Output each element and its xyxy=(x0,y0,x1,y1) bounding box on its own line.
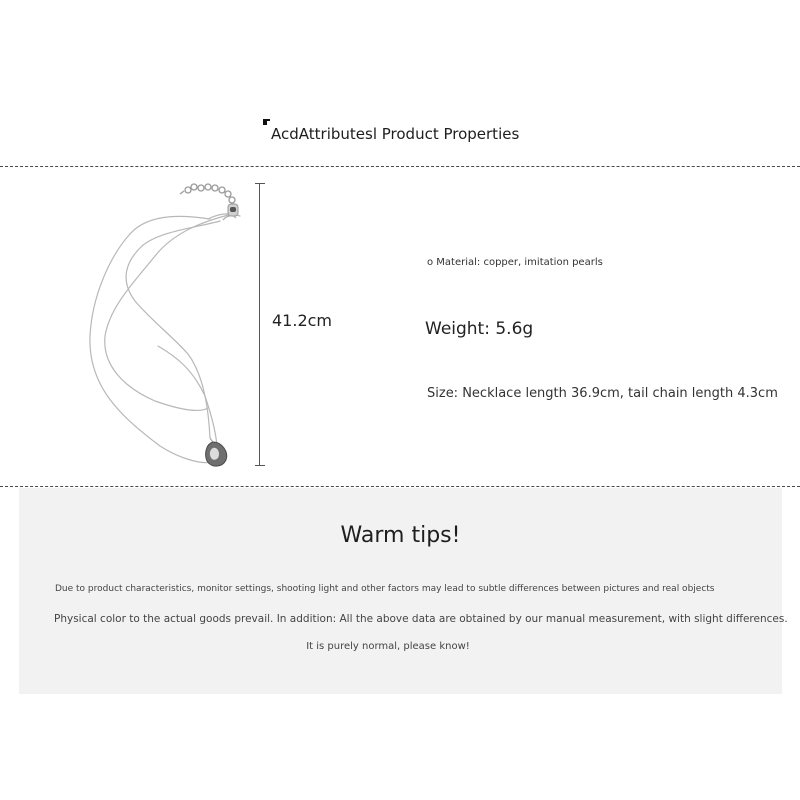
warm-tips-panel xyxy=(19,488,788,694)
tips-title: Warm tips! xyxy=(340,523,461,548)
necklace-image xyxy=(80,176,250,476)
spec-material: o Material: copper, imitation pearls xyxy=(427,257,603,268)
spec-size: Size: Necklace length 36.9cm, tail chain length 4.3cm xyxy=(427,386,778,401)
page-title: AcdAttributesl Product Properties xyxy=(271,125,520,143)
tips-line-3: It is purely normal, please know! xyxy=(306,641,470,652)
length-label: 41.2cm xyxy=(272,311,333,330)
spec-weight: Weight: 5.6g xyxy=(425,319,534,339)
tips-line-2: Physical color to the actual goods prevail. In addition: All the above data are obtained by our manual measurement, with slight differences. xyxy=(54,613,788,625)
top-divider xyxy=(0,166,800,167)
length-measure-bar xyxy=(255,183,265,466)
bottom-divider xyxy=(0,486,800,487)
tips-line-1: Due to product characteristics, monitor settings, shooting light and other factors may lead to subtle differences between pictures and real objects xyxy=(55,584,715,594)
header-corner-mark xyxy=(263,119,267,125)
